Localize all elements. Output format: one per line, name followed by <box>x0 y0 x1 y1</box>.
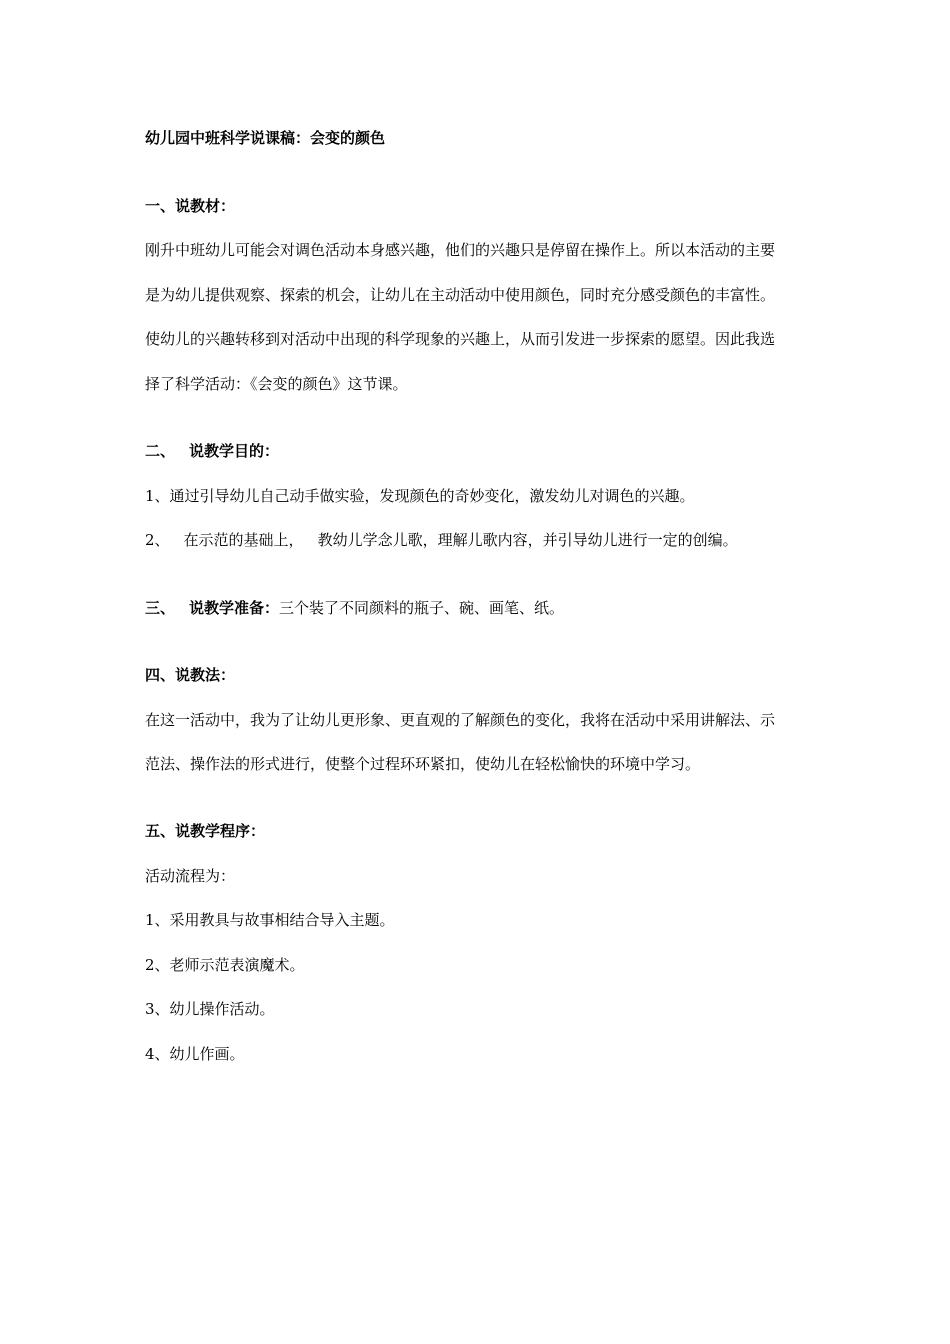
document-title: 幼儿园中班科学说课稿：会变的颜色 <box>145 129 386 147</box>
section2-item-2-number: 2、 <box>145 531 170 549</box>
section1-line: 刚升中班幼儿可能会对调色活动本身感兴趣，他们的兴趣只是停留在操作上。所以本活动的主要 <box>145 241 776 259</box>
section2-heading: 说教学目的： <box>189 442 280 460</box>
section4-heading: 四、说教法： <box>145 666 236 684</box>
section2-item-2-part-a: 在示范的基础上， <box>183 531 304 549</box>
section5-intro: 活动流程为： <box>145 867 236 885</box>
list-item: 2、老师示范表演魔术。 <box>145 956 305 974</box>
list-item: 1、采用教具与故事相结合导入主题。 <box>145 911 395 929</box>
section5-heading: 五、说教学程序： <box>145 822 266 840</box>
section2-item-1: 1、通过引导幼儿自己动手做实验，发现颜色的奇妙变化，激发幼儿对调色的兴趣。 <box>145 487 695 505</box>
section4-line: 在这一活动中，我为了让幼儿更形象、更直观的了解颜色的变化，我将在活动中采用讲解法、示 <box>145 711 776 729</box>
section3-heading: 说教学准备： <box>189 599 280 617</box>
section1-line: 使幼儿的兴趣转移到对活动中出现的科学现象的兴趣上，从而引发进一步探索的愿望。因此我选 <box>145 330 776 348</box>
list-item: 3、幼儿操作活动。 <box>145 1000 275 1018</box>
section2-item-2 <box>145 529 815 551</box>
list-item: 4、幼儿作画。 <box>145 1045 245 1063</box>
section3-text: 三个装了不同颜料的瓶子、碗、画笔、纸。 <box>279 599 565 617</box>
section3-number: 三、 <box>145 599 176 617</box>
section1-line: 是为幼儿提供观察、探索的机会，让幼儿在主动活动中使用颜色，同时充分感受颜色的丰富性。 <box>145 286 776 304</box>
section2-number: 二、 <box>145 442 176 460</box>
section1-line: 择了科学活动：《会变的颜色》这节课。 <box>145 375 408 393</box>
section2-heading-row <box>145 440 815 462</box>
section2-item-2-part-b: 教幼儿学念儿歌，理解儿歌内容，并引导幼儿进行一定的创编。 <box>317 531 738 549</box>
section4-line: 范法、操作法的形式进行，使整个过程环环紧扣，使幼儿在轻松愉快的环境中学习。 <box>145 755 701 773</box>
section1-heading: 一、说教材： <box>145 197 236 215</box>
section3-row <box>145 597 815 619</box>
